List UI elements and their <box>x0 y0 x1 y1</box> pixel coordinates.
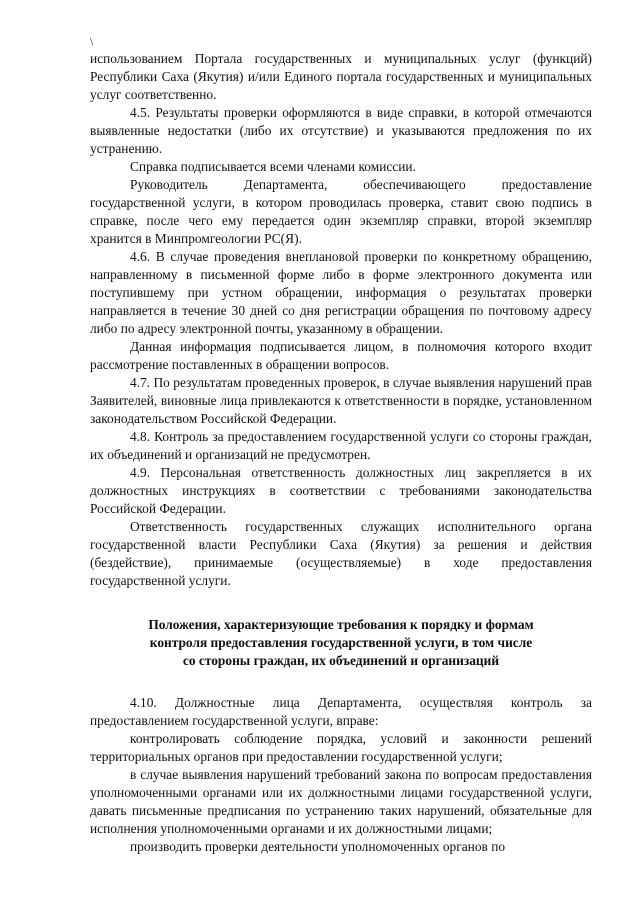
page-marker: \ <box>90 36 94 48</box>
paragraph-p-dannaya: Данная информация подписывается лицом, в полномочия которого входит рассмотрение поставленных в обращении вопросов. <box>90 339 592 372</box>
paragraph-p-4-6: 4.6. В случае проведения внеплановой проверки по конкретному обращению, направленному в письменной форме либо в форме электронного документа или поступившему при устном обращении, информация о результатах проверки направляется в течение 30 дней со дня регистрации обращения по почтовому адресу либо по адресу электронной почты, указанному в обращении. <box>90 249 592 336</box>
heading-line-1: Положения, характеризующие требования к порядку и формам <box>148 617 534 632</box>
document-body <box>90 50 592 856</box>
paragraph-p-rukovoditel: Руководитель Департамента, обеспечивающего предоставление государственной услуги, в котором проводилась проверка, ставит свою подпись в справке, после чего ему передается один экземпляр справки, второй экземпляр хранится в Минпромгеологии РС(Я). <box>90 177 592 246</box>
paragraph-p-vyyavlenie: в случае выявления нарушений требований закона по вопросам предоставления уполномоченными органами или их должностными лицами государственной услуги, давать письменные предписания по устранению таких нарушений, обязательные для исполнения уполномоченными органами и их должностными лицами; <box>90 767 592 836</box>
paragraph-p-proverki: производить проверки деятельности уполномоченных органов по <box>130 839 506 854</box>
paragraph-p-4-8: 4.8. Контроль за предоставлением государственной услуги со стороны граждан, их объединений и организаций не предусмотрен. <box>90 429 592 462</box>
heading-line-3: со стороны граждан, их объединений и организаций <box>182 653 500 668</box>
section-heading <box>90 616 592 670</box>
paragraph-p-4-9: 4.9. Персональная ответственность должностных лиц закрепляется в их должностных инструкциях в соответствии с требованиями законодательства Российской Федерации. <box>90 465 592 516</box>
paragraph-p-kontrol: контролировать соблюдение порядка, условий и законности решений территориальных органов при предоставлении государственной услуги; <box>90 731 592 764</box>
heading-line-2: контроля предоставления государственной услуги, в том числе <box>149 635 533 650</box>
paragraph-p-cont: использованием Портала государственных и муниципальных услуг (функций) Республики Саха (Якутия) и/или Единого портала государственных и муниципальных услуг соответственно. <box>90 51 592 102</box>
paragraph-p-4-10: 4.10. Должностные лица Департамента, осуществляя контроль за предоставлением государственной услуги, вправе: <box>90 695 592 728</box>
paragraph-p-otvetstvennost: Ответственность государственных служащих исполнительного органа государственной власти Республики Саха (Якутия) за решения и действия (бездействие), принимаемые (осуществляемые) в ходе предоставления государственной услуги. <box>90 519 592 588</box>
bottom-paragraphs <box>90 694 592 856</box>
top-paragraphs <box>90 50 592 590</box>
paragraph-p-4-5: 4.5. Результаты проверки оформляются в виде справки, в которой отмечаются выявленные недостатки (либо их отсутствие) и указываются предложения по их устранению. <box>90 105 592 156</box>
paragraph-p-4-7: 4.7. По результатам проведенных проверок, в случае выявления нарушений прав Заявителей, виновные лица привлекаются к ответственности в порядке, установленном законодательством Российской Федерации. <box>90 375 592 426</box>
paragraph-p-spravka: Справка подписывается всеми членами комиссии. <box>130 159 416 174</box>
